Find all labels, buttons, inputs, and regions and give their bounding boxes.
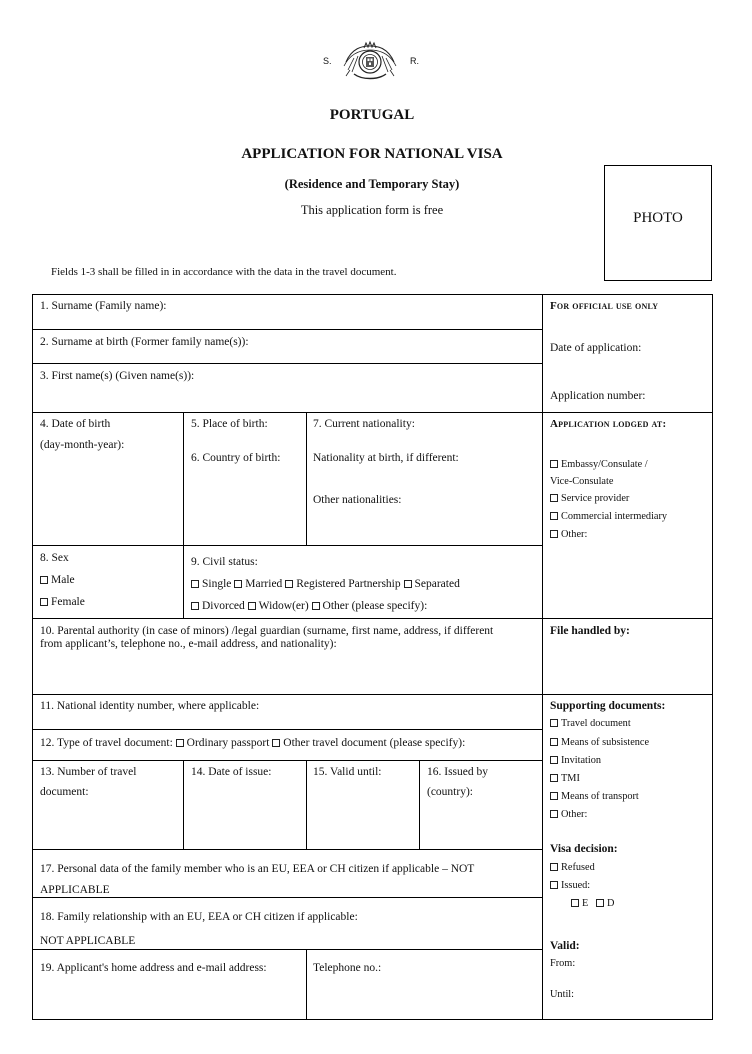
- valid-from: From:: [550, 958, 576, 969]
- issued-type-options: [571, 898, 614, 910]
- field-9-civil-status: 9. Civil status:: [191, 556, 258, 568]
- field-13-cont: document:: [40, 786, 89, 798]
- field-1-surname[interactable]: 1. Surname (Family name):: [40, 300, 167, 312]
- sup-invitation-option[interactable]: Invitation: [550, 755, 601, 767]
- civil-single-option[interactable]: Single: [191, 578, 231, 590]
- field-7-nationality-at-birth[interactable]: Nationality at birth, if different:: [313, 452, 459, 464]
- photo-label: PHOTO: [633, 210, 683, 226]
- sup-tmi-option[interactable]: TMI: [550, 773, 580, 785]
- date-of-application: Date of application:: [550, 342, 642, 354]
- field-19-telephone[interactable]: Telephone no.:: [313, 962, 382, 974]
- issued-e-option[interactable]: E: [571, 898, 588, 909]
- form-subtitle: (Residence and Temporary Stay): [284, 177, 460, 191]
- valid-until: Until:: [550, 989, 575, 1000]
- lodged-embassy-option[interactable]: Embassy/Consulate /: [550, 459, 648, 471]
- field-17-family-member-data[interactable]: 17. Personal data of the family member who is an EU, EEA or CH citizen if applicable – NOT: [40, 863, 475, 875]
- file-handled-by: File handled by:: [550, 625, 630, 637]
- civil-registered-option[interactable]: Registered Partnership: [285, 578, 400, 590]
- checkbox[interactable]: [40, 576, 48, 584]
- field-11-national-id[interactable]: 11. National identity number, where applicable:: [40, 700, 260, 712]
- field-15-valid-until[interactable]: 15. Valid until:: [313, 766, 382, 778]
- field-13-travel-document-number[interactable]: 13. Number of travel: [40, 766, 137, 778]
- supporting-documents-heading: Supporting documents:: [550, 700, 666, 712]
- seal-letter-right: R.: [410, 56, 419, 66]
- sup-transport-option[interactable]: Means of transport: [550, 791, 639, 803]
- civil-separated-option[interactable]: Separated: [404, 578, 460, 590]
- decision-refused-option[interactable]: Refused: [550, 862, 595, 874]
- field-4-date-of-birth[interactable]: 4. Date of birth: [40, 418, 111, 430]
- field-18-family-relationship[interactable]: 18. Family relationship with an EU, EEA or CH citizen if applicable:: [40, 911, 358, 923]
- civil-other-option[interactable]: Other (please specify):: [312, 600, 428, 612]
- lodged-at-heading: Application lodged at:: [550, 418, 667, 430]
- field-10-parental-authority-cont: from applicant’s, telephone no., e-mail address, and nationality):: [40, 638, 337, 650]
- field-6-country-of-birth[interactable]: 6. Country of birth:: [191, 452, 281, 464]
- civil-married-option[interactable]: Married: [234, 578, 282, 590]
- travel-doc-ordinary-option[interactable]: Ordinary passport: [176, 737, 270, 749]
- sex-female-option[interactable]: Female: [40, 596, 85, 609]
- field-18-value: NOT APPLICABLE: [40, 935, 136, 947]
- field-7-current-nationality[interactable]: 7. Current nationality:: [313, 418, 415, 430]
- photo-box[interactable]: [604, 165, 712, 281]
- fields-note: Fields 1-3 shall be filled in in accordance with the data in the travel document.: [51, 266, 397, 278]
- field-3-first-names[interactable]: 3. First name(s) (Given name(s)):: [40, 370, 195, 382]
- issued-d-option[interactable]: D: [596, 898, 614, 909]
- official-use-heading: For official use only: [550, 300, 659, 312]
- civil-status-row-2: [191, 600, 427, 613]
- sup-other-option[interactable]: Other:: [550, 809, 587, 821]
- field-17-value: APPLICABLE: [40, 884, 110, 896]
- free-note: This application form is free: [300, 203, 444, 217]
- field-10-parental-authority[interactable]: 10. Parental authority (in case of minors) /legal guardian (surname, first name, address, if different: [40, 625, 494, 637]
- civil-widow-option[interactable]: Widow(er): [248, 600, 309, 612]
- application-number: Application number:: [550, 390, 646, 402]
- lodged-embassy-cont: Vice-Consulate: [550, 476, 614, 487]
- form-title: APPLICATION FOR NATIONAL VISA: [241, 146, 503, 162]
- lodged-provider-option[interactable]: Service provider: [550, 493, 629, 505]
- field-5-place-of-birth[interactable]: 5. Place of birth:: [191, 418, 268, 430]
- field-16-issued-by[interactable]: 16. Issued by: [427, 766, 489, 778]
- visa-decision-heading: Visa decision:: [550, 843, 618, 855]
- field-4-format: (day-month-year):: [40, 439, 125, 451]
- field-19-home-address[interactable]: 19. Applicant's home address and e-mail address:: [40, 962, 267, 974]
- sup-travel-option[interactable]: Travel document: [550, 718, 631, 730]
- travel-doc-other-option[interactable]: Other travel document (please specify):: [272, 737, 465, 749]
- seal-letter-left: S.: [323, 56, 332, 66]
- sex-male-option[interactable]: Male: [40, 574, 75, 587]
- valid-heading: Valid:: [550, 940, 580, 952]
- field-12-travel-document-type: 12. Type of travel document: Ordinary passport Other travel document (please specify):: [40, 737, 466, 749]
- sup-subsistence-option[interactable]: Means of subsistence: [550, 737, 649, 749]
- lodged-other-option[interactable]: Other:: [550, 529, 587, 541]
- country-heading: PORTUGAL: [329, 107, 415, 123]
- civil-divorced-option[interactable]: Divorced: [191, 600, 245, 612]
- checkbox[interactable]: [40, 598, 48, 606]
- field-8-sex: 8. Sex: [40, 552, 69, 564]
- field-14-date-of-issue[interactable]: 14. Date of issue:: [191, 766, 272, 778]
- field-7-other-nationalities[interactable]: Other nationalities:: [313, 494, 402, 506]
- lodged-commercial-option[interactable]: Commercial intermediary: [550, 511, 667, 523]
- field-2-surname-at-birth[interactable]: 2. Surname at birth (Former family name(s)):: [40, 336, 249, 348]
- decision-issued-option[interactable]: Issued:: [550, 880, 590, 892]
- civil-status-row-1: [191, 578, 460, 591]
- field-16-cont: (country):: [427, 786, 473, 798]
- coat-of-arms-seal: [342, 40, 398, 82]
